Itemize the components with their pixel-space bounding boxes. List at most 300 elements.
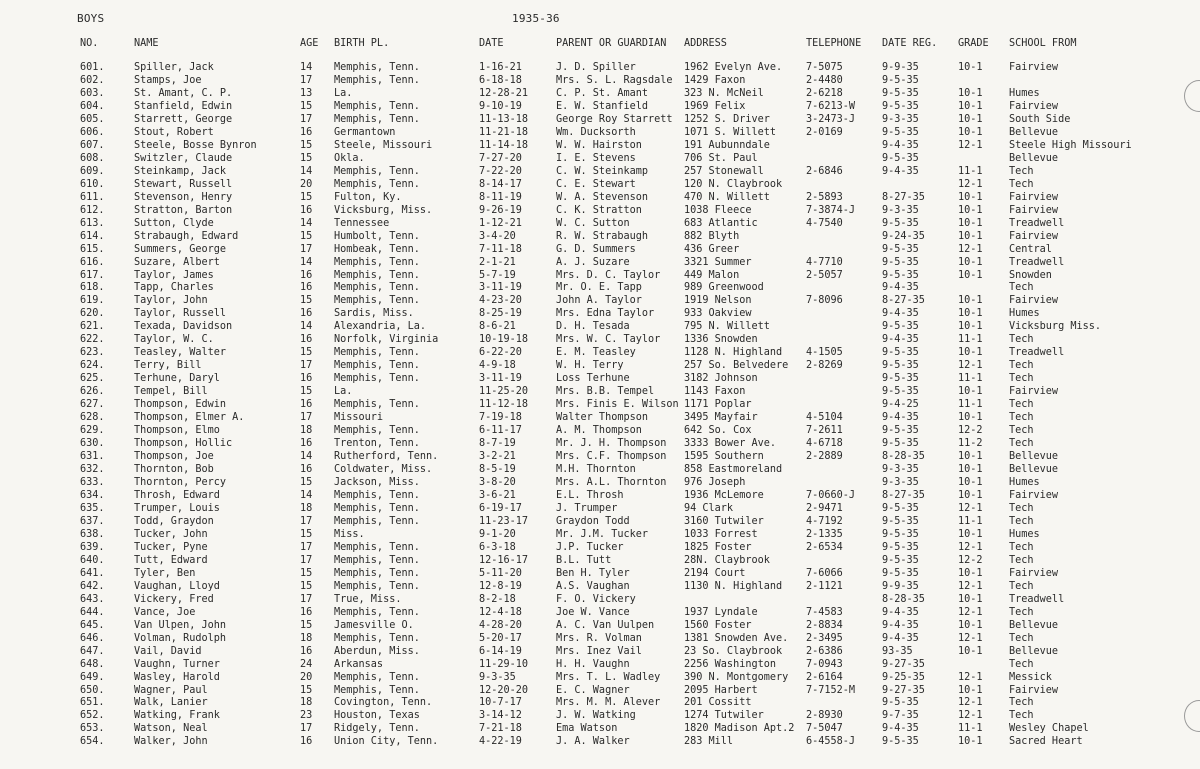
cell-birth-place: Ridgely, Tenn. — [334, 723, 420, 735]
column-header-name: NAME — [134, 38, 159, 49]
cell-telephone: 2-4480 — [806, 74, 843, 86]
cell-parent-guardian: Mr. J. H. Thompson — [556, 438, 667, 450]
table-row — [80, 127, 1174, 140]
cell-address: 1820 Madison Apt.2 — [684, 723, 795, 735]
cell-address: 2256 Washington — [684, 658, 777, 670]
cell-parent-guardian: Mrs. Inez Vail — [556, 645, 642, 657]
cell-date: 4-9-18 — [479, 360, 516, 372]
table-row — [80, 412, 1174, 425]
cell-telephone — [806, 386, 882, 399]
table-row — [80, 321, 1174, 334]
cell-age: 15 — [300, 580, 313, 592]
cell-school-from: Wesley Chapel — [1009, 723, 1089, 735]
binder-hole — [1184, 700, 1200, 732]
cell-no: 652. — [80, 710, 105, 722]
cell-date-registered — [882, 179, 958, 192]
cell-birth-place: Okla. — [334, 152, 365, 164]
table-header-row — [80, 38, 1174, 62]
cell-no: 643. — [80, 593, 105, 605]
cell-name: Van Ulpen, John — [134, 619, 227, 631]
cell-date-registered: 9-5-35 — [882, 360, 919, 372]
cell-address: 257 Stonewall — [684, 165, 764, 177]
cell-date-registered: 9-5-35 — [882, 256, 919, 268]
cell-birth-place: Humbolt, Tenn. — [334, 230, 420, 242]
cell-birth-place: Tennessee — [334, 217, 390, 229]
cell-birth-place: Memphis, Tenn. — [334, 360, 420, 372]
cell-school-from: Vicksburg Miss. — [1009, 321, 1102, 333]
table-row — [80, 347, 1174, 360]
cell-address: 1038 Fleece — [684, 204, 752, 216]
cell-age: 15 — [300, 295, 313, 307]
cell-grade: 12-1 — [958, 671, 983, 683]
cell-address: 1560 Foster — [684, 619, 752, 631]
cell-date: 6-14-19 — [479, 645, 522, 657]
cell-address: 989 Greenwood — [684, 282, 764, 294]
table-row — [80, 451, 1174, 464]
cell-no: 632. — [80, 464, 105, 476]
cell-date: 7-11-18 — [479, 243, 522, 255]
cell-age: 15 — [300, 347, 313, 359]
cell-address: 323 N. McNeil — [684, 87, 764, 99]
cell-no: 637. — [80, 515, 105, 527]
cell-parent-guardian: Graydon Todd — [556, 515, 630, 527]
table-row — [80, 710, 1174, 723]
cell-date: 5-7-19 — [479, 269, 516, 281]
cell-no: 644. — [80, 606, 105, 618]
table-row — [80, 736, 1174, 749]
cell-date: 11-23-17 — [479, 515, 529, 527]
table-row — [80, 555, 1174, 568]
cell-no: 649. — [80, 671, 105, 683]
cell-date: 4-28-20 — [479, 619, 522, 631]
cell-address: 706 St. Paul — [684, 152, 758, 164]
cell-school-from: Fairview — [1009, 191, 1059, 203]
cell-date-registered: 9-5-35 — [882, 126, 919, 138]
cell-birth-place: Memphis, Tenn. — [334, 399, 420, 411]
column-header-date-registered: DATE REG. — [882, 38, 938, 49]
cell-no: 619. — [80, 295, 105, 307]
cell-school-from: Humes — [1009, 477, 1040, 488]
cell-telephone — [806, 399, 882, 412]
cell-birth-place: Memphis, Tenn. — [334, 113, 420, 125]
cell-school-from: Messick — [1009, 671, 1052, 683]
cell-grade: 10-1 — [958, 100, 983, 112]
cell-address: 1128 N. Highland — [684, 347, 783, 359]
cell-age: 17 — [300, 541, 313, 553]
cell-age: 17 — [300, 593, 313, 605]
table-row — [80, 153, 1174, 166]
cell-parent-guardian: Mrs. M. M. Alever — [556, 697, 661, 709]
cell-telephone: 2-6164 — [806, 671, 843, 683]
cell-parent-guardian: A.S. Vaughan — [556, 580, 630, 592]
cell-parent-guardian: C. P. St. Amant — [556, 87, 649, 99]
cell-age: 17 — [300, 243, 313, 255]
cell-age: 15 — [300, 191, 313, 203]
cell-telephone: 7-2611 — [806, 425, 843, 437]
cell-age: 16 — [300, 645, 313, 657]
cell-birth-place: Memphis, Tenn. — [334, 100, 420, 112]
table-row — [80, 373, 1174, 386]
cell-date: 10-7-17 — [479, 697, 522, 709]
cell-grade: 11-1 — [958, 399, 983, 411]
cell-age: 14 — [300, 451, 313, 463]
cell-date: 9-10-19 — [479, 100, 522, 112]
cell-age: 15 — [300, 528, 313, 540]
cell-birth-place: Aberdun, Miss. — [334, 645, 420, 657]
cell-grade: 12-1 — [958, 502, 983, 514]
cell-date: 6-11-17 — [479, 425, 522, 437]
cell-name: Stanfield, Edwin — [134, 100, 233, 112]
cell-telephone — [806, 373, 882, 386]
cell-telephone: 7-3874-J — [806, 204, 856, 216]
cell-grade: 12-1 — [958, 139, 983, 151]
cell-grade: 12-2 — [958, 425, 983, 437]
cell-no: 629. — [80, 425, 105, 437]
table-row — [80, 659, 1174, 672]
cell-date: 8-14-17 — [479, 178, 522, 190]
cell-age: 16 — [300, 204, 313, 216]
cell-date-registered: 9-5-35 — [882, 217, 919, 229]
cell-date-registered: 9-5-35 — [882, 152, 919, 164]
cell-date: 3-11-19 — [479, 282, 522, 294]
cell-address: 436 Greer — [684, 243, 740, 255]
cell-school-from: Tech — [1009, 360, 1034, 372]
cell-grade: 10-1 — [958, 412, 983, 424]
table-row — [80, 192, 1174, 205]
cell-no: 622. — [80, 334, 105, 346]
table-row — [80, 386, 1174, 399]
table-row — [80, 257, 1174, 270]
table-row — [80, 334, 1174, 347]
table-row — [80, 672, 1174, 685]
cell-telephone: 2-2889 — [806, 451, 843, 463]
cell-grade: 12-1 — [958, 580, 983, 592]
cell-birth-place: Jamesville O. — [334, 619, 414, 631]
cell-telephone: 4-6718 — [806, 438, 843, 450]
cell-date-registered: 9-5-35 — [882, 438, 919, 450]
cell-telephone: 2-6534 — [806, 541, 843, 553]
cell-no: 625. — [80, 373, 105, 385]
cell-birth-place: Memphis, Tenn. — [334, 256, 420, 268]
table-row — [80, 88, 1174, 101]
cell-age: 15 — [300, 152, 313, 164]
cell-birth-place: Memphis, Tenn. — [334, 425, 420, 437]
cell-telephone: 7-5047 — [806, 723, 843, 735]
cell-address: 795 N. Willett — [684, 321, 770, 333]
table-row — [80, 282, 1174, 295]
cell-address: 1969 Felix — [684, 100, 746, 112]
cell-birth-place: Fulton, Ky. — [334, 191, 402, 203]
cell-date: 7-22-20 — [479, 165, 522, 177]
cell-date: 7-27-20 — [479, 152, 522, 164]
cell-parent-guardian: John A. Taylor — [556, 295, 642, 307]
cell-name: Tucker, John — [134, 528, 208, 540]
cell-no: 627. — [80, 399, 105, 411]
cell-name: Wasley, Harold — [134, 671, 220, 683]
cell-parent-guardian: D. H. Tesada — [556, 321, 630, 333]
cell-telephone — [806, 477, 882, 490]
cell-date-registered: 9-4-25 — [882, 399, 919, 411]
cell-parent-guardian: Loss Terhune — [556, 373, 630, 385]
cell-no: 609. — [80, 165, 105, 177]
cell-school-from: Treadwell — [1009, 593, 1065, 605]
table-row — [80, 166, 1174, 179]
cell-name: Tucker, Pyne — [134, 541, 208, 553]
cell-date-registered: 9-5-35 — [882, 373, 919, 385]
cell-birth-place: Trenton, Tenn. — [334, 438, 420, 450]
cell-telephone: 7-5075 — [806, 62, 843, 73]
cell-name: Strabaugh, Edward — [134, 230, 239, 242]
cell-school-from: Fairview — [1009, 386, 1059, 398]
cell-telephone: 2-6386 — [806, 645, 843, 657]
cell-address: 3333 Bower Ave. — [684, 438, 777, 450]
cell-parent-guardian: Mrs. C.F. Thompson — [556, 451, 667, 463]
cell-grade: 10-1 — [958, 684, 983, 696]
cell-address: 94 Clark — [684, 502, 734, 514]
cell-date: 8-11-19 — [479, 191, 522, 203]
cell-date: 8-5-19 — [479, 464, 516, 476]
column-header-address: ADDRESS — [684, 38, 727, 49]
cell-age: 15 — [300, 139, 313, 151]
cell-name: Stratton, Barton — [134, 204, 233, 216]
table-body — [80, 62, 1174, 749]
cell-date-registered: 9-9-35 — [882, 62, 919, 73]
cell-address: 28N. Claybrook — [684, 554, 770, 566]
cell-parent-guardian: Mrs. Finis E. Wilson — [556, 399, 679, 411]
cell-age: 16 — [300, 269, 313, 281]
cell-address: 1033 Forrest — [684, 528, 758, 540]
cell-date: 8-6-21 — [479, 321, 516, 333]
cell-school-from: Tech — [1009, 710, 1034, 722]
cell-parent-guardian: J. D. Spiller — [556, 62, 636, 73]
cell-telephone: 4-7192 — [806, 515, 843, 527]
cell-address: 1825 Foster — [684, 541, 752, 553]
cell-telephone — [806, 594, 882, 607]
cell-address: 1171 Poplar — [684, 399, 752, 411]
cell-telephone — [806, 308, 882, 321]
cell-telephone — [806, 321, 882, 334]
cell-telephone: 3-2473-J — [806, 113, 856, 125]
cell-birth-place: True, Miss. — [334, 593, 402, 605]
cell-address: 858 Eastmoreland — [684, 464, 783, 476]
cell-parent-guardian: Joe W. Vance — [556, 606, 630, 618]
cell-school-from: Fairview — [1009, 684, 1059, 696]
cell-name: Tapp, Charles — [134, 282, 214, 294]
cell-no: 616. — [80, 256, 105, 268]
cell-parent-guardian: E. C. Wagner — [556, 684, 630, 696]
cell-school-from: Humes — [1009, 528, 1040, 540]
cell-school-from: Tech — [1009, 425, 1034, 437]
cell-address: 642 So. Cox — [684, 425, 752, 437]
cell-date-registered: 9-5-35 — [882, 502, 919, 514]
cell-grade: 10-1 — [958, 489, 983, 501]
cell-grade: 10-1 — [958, 619, 983, 631]
cell-date-registered: 9-5-35 — [882, 528, 919, 540]
cell-grade: 10-1 — [958, 593, 983, 605]
cell-address: 390 N. Montgomery — [684, 671, 789, 683]
cell-date-registered: 9-24-35 — [882, 230, 925, 242]
cell-birth-place: Memphis, Tenn. — [334, 671, 420, 683]
cell-date: 1-16-21 — [479, 62, 522, 73]
cell-age: 20 — [300, 671, 313, 683]
table-row — [80, 231, 1174, 244]
cell-grade: 12-1 — [958, 178, 983, 190]
cell-date-registered: 9-5-35 — [882, 347, 919, 359]
cell-date-registered: 9-27-35 — [882, 658, 925, 670]
table-row — [80, 477, 1174, 490]
cell-no: 601. — [80, 62, 105, 73]
cell-school-from: Bellevue — [1009, 126, 1059, 138]
cell-birth-place: Houston, Texas — [334, 710, 420, 722]
cell-parent-guardian: A. C. Van Uulpen — [556, 619, 655, 631]
cell-name: Suzare, Albert — [134, 256, 220, 268]
cell-no: 606. — [80, 126, 105, 138]
cell-address: 1252 S. Driver — [684, 113, 770, 125]
cell-date: 11-29-10 — [479, 658, 529, 670]
table-row — [80, 270, 1174, 283]
table-row — [80, 244, 1174, 257]
cell-address: 3321 Summer — [684, 256, 752, 268]
cell-telephone — [806, 231, 882, 244]
cell-telephone — [806, 464, 882, 477]
table-row — [80, 438, 1174, 451]
cell-age: 17 — [300, 515, 313, 527]
cell-school-from: Treadwell — [1009, 256, 1065, 268]
cell-date: 5-20-17 — [479, 632, 522, 644]
cell-name: Walker, John — [134, 736, 208, 748]
cell-parent-guardian: A. J. Suzare — [556, 256, 630, 268]
cell-telephone: 4-7710 — [806, 256, 843, 268]
cell-date-registered: 9-4-35 — [882, 308, 919, 320]
cell-grade: 10-1 — [958, 191, 983, 203]
cell-birth-place: Memphis, Tenn. — [334, 74, 420, 86]
cell-age: 17 — [300, 723, 313, 735]
cell-grade: 10-1 — [958, 451, 983, 463]
cell-parent-guardian: J. A. Walker — [556, 736, 630, 748]
table-row — [80, 594, 1174, 607]
table-row — [80, 646, 1174, 659]
cell-telephone — [806, 244, 882, 257]
cell-school-from: Steele High Missouri — [1009, 139, 1132, 151]
cell-parent-guardian: J. Trumper — [556, 502, 618, 514]
cell-date: 12-20-20 — [479, 684, 529, 696]
cell-date-registered: 9-3-35 — [882, 113, 919, 125]
cell-birth-place: Covington, Tenn. — [334, 697, 433, 709]
cell-parent-guardian: W. A. Stevenson — [556, 191, 649, 203]
cell-address: 283 Mill — [684, 736, 734, 748]
cell-grade: 12-1 — [958, 360, 983, 372]
cell-name: Wagner, Paul — [134, 684, 208, 696]
cell-telephone: 2-6846 — [806, 165, 843, 177]
cell-date-registered: 9-27-35 — [882, 684, 925, 696]
cell-parent-guardian: Ben H. Tyler — [556, 567, 630, 579]
cell-birth-place: Memphis, Tenn. — [334, 373, 420, 385]
table-row — [80, 308, 1174, 321]
cell-date-registered: 93-35 — [882, 645, 913, 657]
cell-school-from: South Side — [1009, 113, 1071, 125]
cell-grade: 12-1 — [958, 243, 983, 255]
cell-date: 9-26-19 — [479, 204, 522, 216]
cell-date: 5-11-20 — [479, 567, 522, 579]
cell-age: 16 — [300, 334, 313, 346]
cell-grade — [958, 153, 1009, 166]
cell-birth-place: Memphis, Tenn. — [334, 269, 420, 281]
cell-no: 638. — [80, 528, 105, 540]
table-row — [80, 62, 1174, 75]
table-row — [80, 140, 1174, 153]
cell-parent-guardian: Mr. O. E. Tapp — [556, 282, 642, 294]
cell-name: Stewart, Russell — [134, 178, 233, 190]
column-header-telephone: TELEPHONE — [806, 38, 862, 49]
cell-name: Vail, David — [134, 645, 202, 657]
cell-age: 15 — [300, 386, 313, 398]
cell-name: Teasley, Walter — [134, 347, 227, 359]
cell-date: 3-11-19 — [479, 373, 522, 385]
cell-name: Taylor, Russell — [134, 308, 227, 320]
cell-date: 4-23-20 — [479, 295, 522, 307]
cell-date-registered: 8-27-35 — [882, 489, 925, 501]
cell-no: 651. — [80, 697, 105, 709]
cell-birth-place: Steele, Missouri — [334, 139, 433, 151]
cell-school-from: Tech — [1009, 554, 1034, 566]
cell-name: Terry, Bill — [134, 360, 202, 372]
cell-birth-place: Memphis, Tenn. — [334, 580, 420, 592]
cell-grade — [958, 75, 1009, 88]
cell-no: 623. — [80, 347, 105, 359]
cell-no: 648. — [80, 658, 105, 670]
cell-name: Summers, George — [134, 243, 227, 255]
cell-parent-guardian: W. H. Terry — [556, 360, 624, 372]
cell-name: Thornton, Percy — [134, 477, 227, 488]
cell-telephone: 7-0660-J — [806, 489, 856, 501]
cell-age: 16 — [300, 736, 313, 748]
cell-date: 3-14-12 — [479, 710, 522, 722]
cell-no: 614. — [80, 230, 105, 242]
cell-date-registered: 9-5-35 — [882, 100, 919, 112]
cell-birth-place: Norfolk, Virginia — [334, 334, 439, 346]
binder-hole — [1184, 80, 1200, 112]
cell-name: Thompson, Joe — [134, 451, 214, 463]
table-row — [80, 218, 1174, 231]
cell-no: 650. — [80, 684, 105, 696]
cell-date: 3-6-21 — [479, 489, 516, 501]
cell-parent-guardian: Ema Watson — [556, 723, 618, 735]
cell-no: 613. — [80, 217, 105, 229]
cell-birth-place: Memphis, Tenn. — [334, 347, 420, 359]
cell-date: 11-25-20 — [479, 386, 529, 398]
cell-school-from: Fairview — [1009, 295, 1059, 307]
cell-no: 628. — [80, 412, 105, 424]
cell-name: Sutton, Clyde — [134, 217, 214, 229]
cell-date-registered: 9-3-35 — [882, 204, 919, 216]
cell-age: 17 — [300, 360, 313, 372]
cell-age: 14 — [300, 321, 313, 333]
table-row — [80, 399, 1174, 412]
cell-date-registered: 9-3-35 — [882, 477, 919, 488]
cell-grade: 12-1 — [958, 632, 983, 644]
cell-age: 16 — [300, 464, 313, 476]
cell-grade: 11-1 — [958, 334, 983, 346]
cell-address: 191 Aubunndale — [684, 139, 770, 151]
cell-birth-place: Memphis, Tenn. — [334, 606, 420, 618]
cell-no: 617. — [80, 269, 105, 281]
cell-no: 607. — [80, 139, 105, 151]
cell-telephone — [806, 555, 882, 568]
cell-parent-guardian: C. E. Stewart — [556, 178, 636, 190]
cell-name: Thompson, Elmo — [134, 425, 220, 437]
cell-school-from: Tech — [1009, 541, 1034, 553]
cell-address: 470 N. Willett — [684, 191, 770, 203]
